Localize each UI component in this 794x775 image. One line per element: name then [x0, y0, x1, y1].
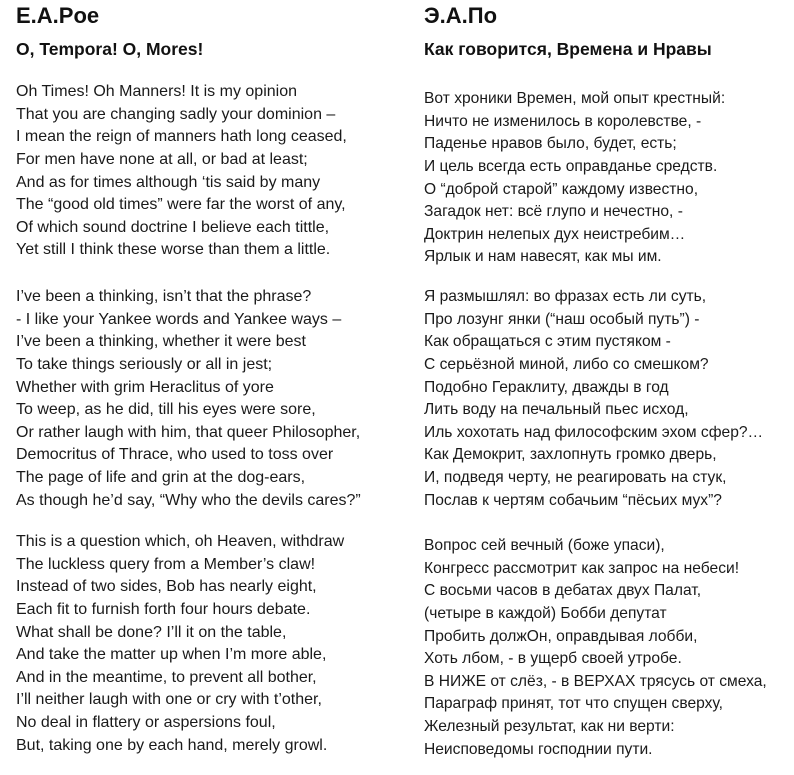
- poem-line: Вопрос сей вечный (боже упаси),: [424, 537, 665, 554]
- poem-line: Конгресс рассмотрит как запрос на небеси!: [424, 559, 740, 577]
- poem-line: Yet still I think these worse than them a little.: [16, 241, 331, 259]
- poem-line: Democritus of Thrace, who used to toss over: [16, 446, 334, 464]
- russian-poem-title: Как говорится, Времена и Нравы: [424, 39, 712, 59]
- poem-line: И цель всегда есть оправданье средств.: [424, 157, 718, 175]
- russian-stanza-2: [424, 286, 763, 512]
- russian-author: Э.А.По: [424, 3, 498, 28]
- poem-line: Как обращаться с этим пустяком -: [424, 333, 671, 351]
- poem-line: Вот хроники Времен, мой опыт крестный:: [424, 90, 726, 107]
- poem-line: I’ll neither laugh with one or cry with t’other,: [16, 691, 322, 709]
- english-stanza-3: [16, 531, 344, 757]
- poem-line: The luckless query from a Member’s claw!: [16, 555, 316, 573]
- poem-line: Я размышлял: во фразах есть ли суть,: [424, 288, 707, 305]
- poem-line: To take things seriously or all in jest;: [16, 355, 273, 373]
- poem-line: Хоть лбом, - в ущерб своей утробе.: [424, 650, 682, 668]
- russian-stanza-1: [424, 88, 725, 269]
- poem-line: И, подведя черту, не реагировать на стук,: [424, 469, 727, 487]
- poem-line: (четыре в каждой) Бобби депутат: [424, 604, 667, 622]
- poem-line: I mean the reign of manners hath long ceased,: [16, 128, 347, 146]
- poem-line: For men have none at all, or bad at least;: [16, 150, 308, 168]
- poem-line: - I like your Yankee words and Yankee ways –: [16, 310, 342, 328]
- poem-line: Иль хохотать над философским эхом сфер?…: [424, 423, 764, 441]
- poem-line: I’ve been a thinking, whether it were best: [16, 333, 306, 351]
- english-author: E.A.Poe: [16, 3, 100, 28]
- poem-line: Послав к чертям собачьим “пёсьих мух”?: [424, 491, 722, 509]
- poem-line: That you are changing sadly your dominion –: [16, 105, 336, 123]
- poem-line: С серьёзной миной, либо со смешком?: [424, 355, 709, 373]
- poem-line: Железный результат, как ни верти:: [424, 718, 675, 736]
- poem-line: Or rather laugh with him, that queer Philosopher,: [16, 423, 361, 441]
- poem-line: Параграф принят, тот что спущен сверху,: [424, 695, 723, 713]
- poem-line: Ничто не изменилось в королевстве, -: [424, 112, 702, 130]
- poem-line: And take the matter up when I’m more able,: [16, 646, 327, 664]
- poem-line: Подобно Гераклиту, дважды в год: [424, 378, 669, 396]
- poem-line: But, taking one by each hand, merely growl.: [16, 736, 328, 754]
- poem-line: What shall be done? I’ll it on the table,: [16, 623, 287, 641]
- poem-line: Instead of two sides, Bob has nearly eight,: [16, 578, 317, 596]
- poem-line: Паденье нравов было, будет, есть;: [424, 135, 677, 153]
- poem-line: No deal in flattery or aspersions foul,: [16, 714, 276, 732]
- poem-line: Of which sound doctrine I believe each tittle,: [16, 218, 330, 236]
- poem-line: С восьми часов в дебатах двух Палат,: [424, 582, 702, 600]
- poem-line: And in the meantime, to prevent all bother,: [16, 668, 317, 686]
- poem-line: Лить воду на печальный пьес исход,: [424, 401, 689, 419]
- poem-line: And as for times although ‘tis said by many: [16, 173, 321, 191]
- english-stanza-2: [16, 286, 361, 512]
- poem-line: Про лозунг янки (“наш особый путь”) -: [424, 310, 700, 328]
- poem-line: Ярлык и нам навесят, как мы им.: [424, 248, 662, 266]
- english-poem-title: O, Tempora! O, Mores!: [16, 39, 204, 59]
- poem-line: В НИЖЕ от слёз, - в ВЕРХАХ трясусь от смеха,: [424, 672, 767, 690]
- poem-line: Пробить должОн, оправдывая лобби,: [424, 627, 698, 645]
- poem-line: The page of life and grin at the dog-ears,: [16, 469, 306, 487]
- poem-line: To weep, as he did, till his eyes were sore,: [16, 401, 316, 419]
- poem-line: I’ve been a thinking, isn’t that the phrase?: [16, 288, 312, 305]
- poem-line: О “доброй старой” каждому известно,: [424, 180, 699, 198]
- poem-line: Доктрин нелепых дух неистребим…: [424, 225, 686, 243]
- poem-line: The “good old times” were far the worst of any,: [16, 196, 346, 214]
- poem-line: Загадок нет: всё глупо и нечестно, -: [424, 203, 683, 221]
- poem-line: Неисповедомы господнии пути.: [424, 740, 653, 758]
- russian-stanza-3: [424, 535, 767, 761]
- poem-line: Oh Times! Oh Manners! It is my opinion: [16, 83, 297, 100]
- poem-line: This is a question which, oh Heaven, withdraw: [16, 533, 345, 550]
- poem-line: As though he’d say, “Why who the devils cares?”: [16, 491, 361, 509]
- poem-line: Как Демокрит, захлопнуть громко дверь,: [424, 446, 717, 464]
- poem-line: Whether with grim Heraclitus of yore: [16, 378, 274, 396]
- english-stanza-1: [16, 81, 347, 262]
- poem-line: Each fit to furnish forth four hours debate.: [16, 600, 311, 618]
